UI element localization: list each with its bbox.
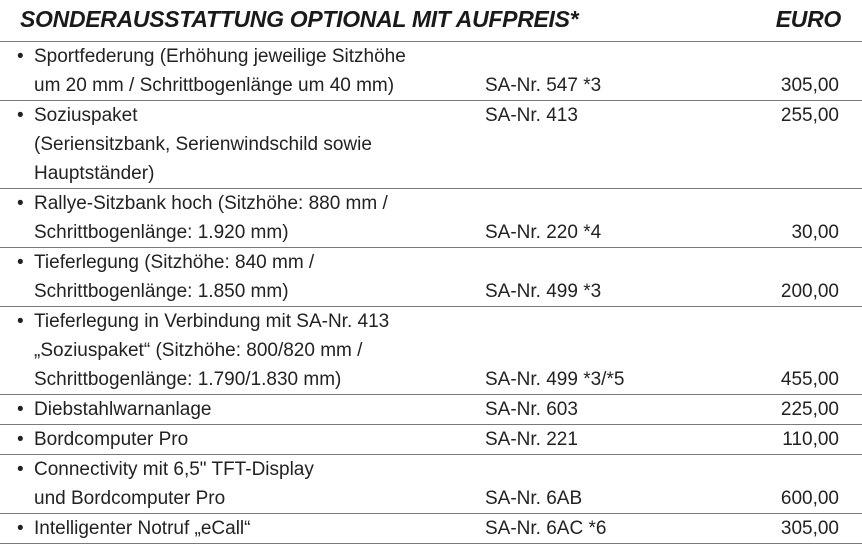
price-value: 110,00 bbox=[782, 429, 839, 450]
sa-number: SA-Nr. 499 *3 bbox=[485, 281, 602, 302]
bullet-marker: • bbox=[17, 193, 24, 214]
price-value: 305,00 bbox=[780, 75, 839, 96]
description-line: Schrittbogenlänge: 1.790/1.830 mm) bbox=[34, 369, 342, 390]
bullet-marker: • bbox=[17, 311, 24, 332]
description-line: (Seriensitzbank, Serienwindschild sowie bbox=[34, 134, 372, 155]
description-line: Schrittbogenlänge: 1.920 mm) bbox=[34, 222, 289, 243]
table-row bbox=[0, 248, 862, 307]
price-value: 255,00 bbox=[780, 105, 839, 126]
currency-heading: EURO bbox=[775, 6, 841, 32]
table-row bbox=[0, 395, 862, 425]
description-line: um 20 mm / Schrittbogenlänge um 40 mm) bbox=[34, 75, 395, 96]
bullet-marker: • bbox=[17, 399, 24, 420]
description-line: Bordcomputer Pro bbox=[34, 429, 189, 450]
table-row bbox=[0, 101, 862, 189]
price-value: 200,00 bbox=[780, 281, 839, 302]
option-description bbox=[34, 248, 474, 306]
sa-number: SA-Nr. 221 bbox=[485, 429, 578, 450]
description-line: Diebstahlwarnanlage bbox=[34, 399, 212, 420]
bullet-marker: • bbox=[17, 252, 24, 273]
price-value: 600,00 bbox=[780, 488, 839, 509]
section-title: SONDERAUSSTATTUNG OPTIONAL MIT AUFPREIS* bbox=[20, 6, 579, 32]
sa-number: SA-Nr. 499 *3/*5 bbox=[485, 369, 625, 390]
table-header bbox=[0, 0, 862, 42]
price-value: 225,00 bbox=[780, 399, 839, 420]
description-line: Sportfederung (Erhöhung jeweilige Sitzhöhe bbox=[34, 46, 406, 67]
description-line: und Bordcomputer Pro bbox=[34, 488, 226, 509]
sa-number: SA-Nr. 413 bbox=[485, 105, 578, 126]
description-line: Connectivity mit 6,5" TFT-Display bbox=[34, 459, 314, 480]
bullet-marker: • bbox=[17, 518, 24, 539]
description-line: Intelligenter Notruf „eCall“ bbox=[34, 518, 251, 539]
bullet-marker: • bbox=[17, 105, 24, 126]
table-row bbox=[0, 514, 862, 544]
option-description bbox=[34, 42, 474, 100]
description-line: Tieferlegung in Verbindung mit SA-Nr. 413 bbox=[34, 311, 390, 332]
sa-number: SA-Nr. 547 *3 bbox=[485, 75, 602, 96]
description-line: „Soziuspaket“ (Sitzhöhe: 800/820 mm / bbox=[34, 340, 363, 361]
table-row bbox=[0, 307, 862, 395]
sa-number: SA-Nr. 603 bbox=[485, 399, 578, 420]
sa-number: SA-Nr. 220 *4 bbox=[485, 222, 602, 243]
table-row bbox=[0, 189, 862, 248]
sa-number: SA-Nr. 6AC *6 bbox=[485, 518, 607, 539]
sa-number: SA-Nr. 6AB bbox=[485, 488, 583, 509]
option-description bbox=[34, 395, 474, 424]
description-line: Hauptständer) bbox=[34, 163, 155, 184]
option-description bbox=[34, 189, 474, 247]
bullet-marker: • bbox=[17, 46, 24, 67]
description-line: Soziuspaket bbox=[34, 105, 138, 126]
table-row bbox=[0, 425, 862, 455]
option-description bbox=[34, 425, 474, 454]
bullet-marker: • bbox=[17, 459, 24, 480]
description-line: Rallye-Sitzbank hoch (Sitzhöhe: 880 mm / bbox=[34, 193, 388, 214]
option-description bbox=[34, 455, 474, 513]
option-description bbox=[34, 307, 474, 394]
price-value: 455,00 bbox=[780, 369, 839, 390]
description-line: Tieferlegung (Sitzhöhe: 840 mm / bbox=[34, 252, 315, 273]
price-value: 305,00 bbox=[780, 518, 839, 539]
option-description bbox=[34, 101, 474, 188]
price-value: 30,00 bbox=[791, 222, 839, 243]
table-row bbox=[0, 455, 862, 514]
option-description bbox=[34, 514, 474, 543]
description-line: Schrittbogenlänge: 1.850 mm) bbox=[34, 281, 289, 302]
table-row bbox=[0, 42, 862, 101]
bullet-marker: • bbox=[17, 429, 24, 450]
